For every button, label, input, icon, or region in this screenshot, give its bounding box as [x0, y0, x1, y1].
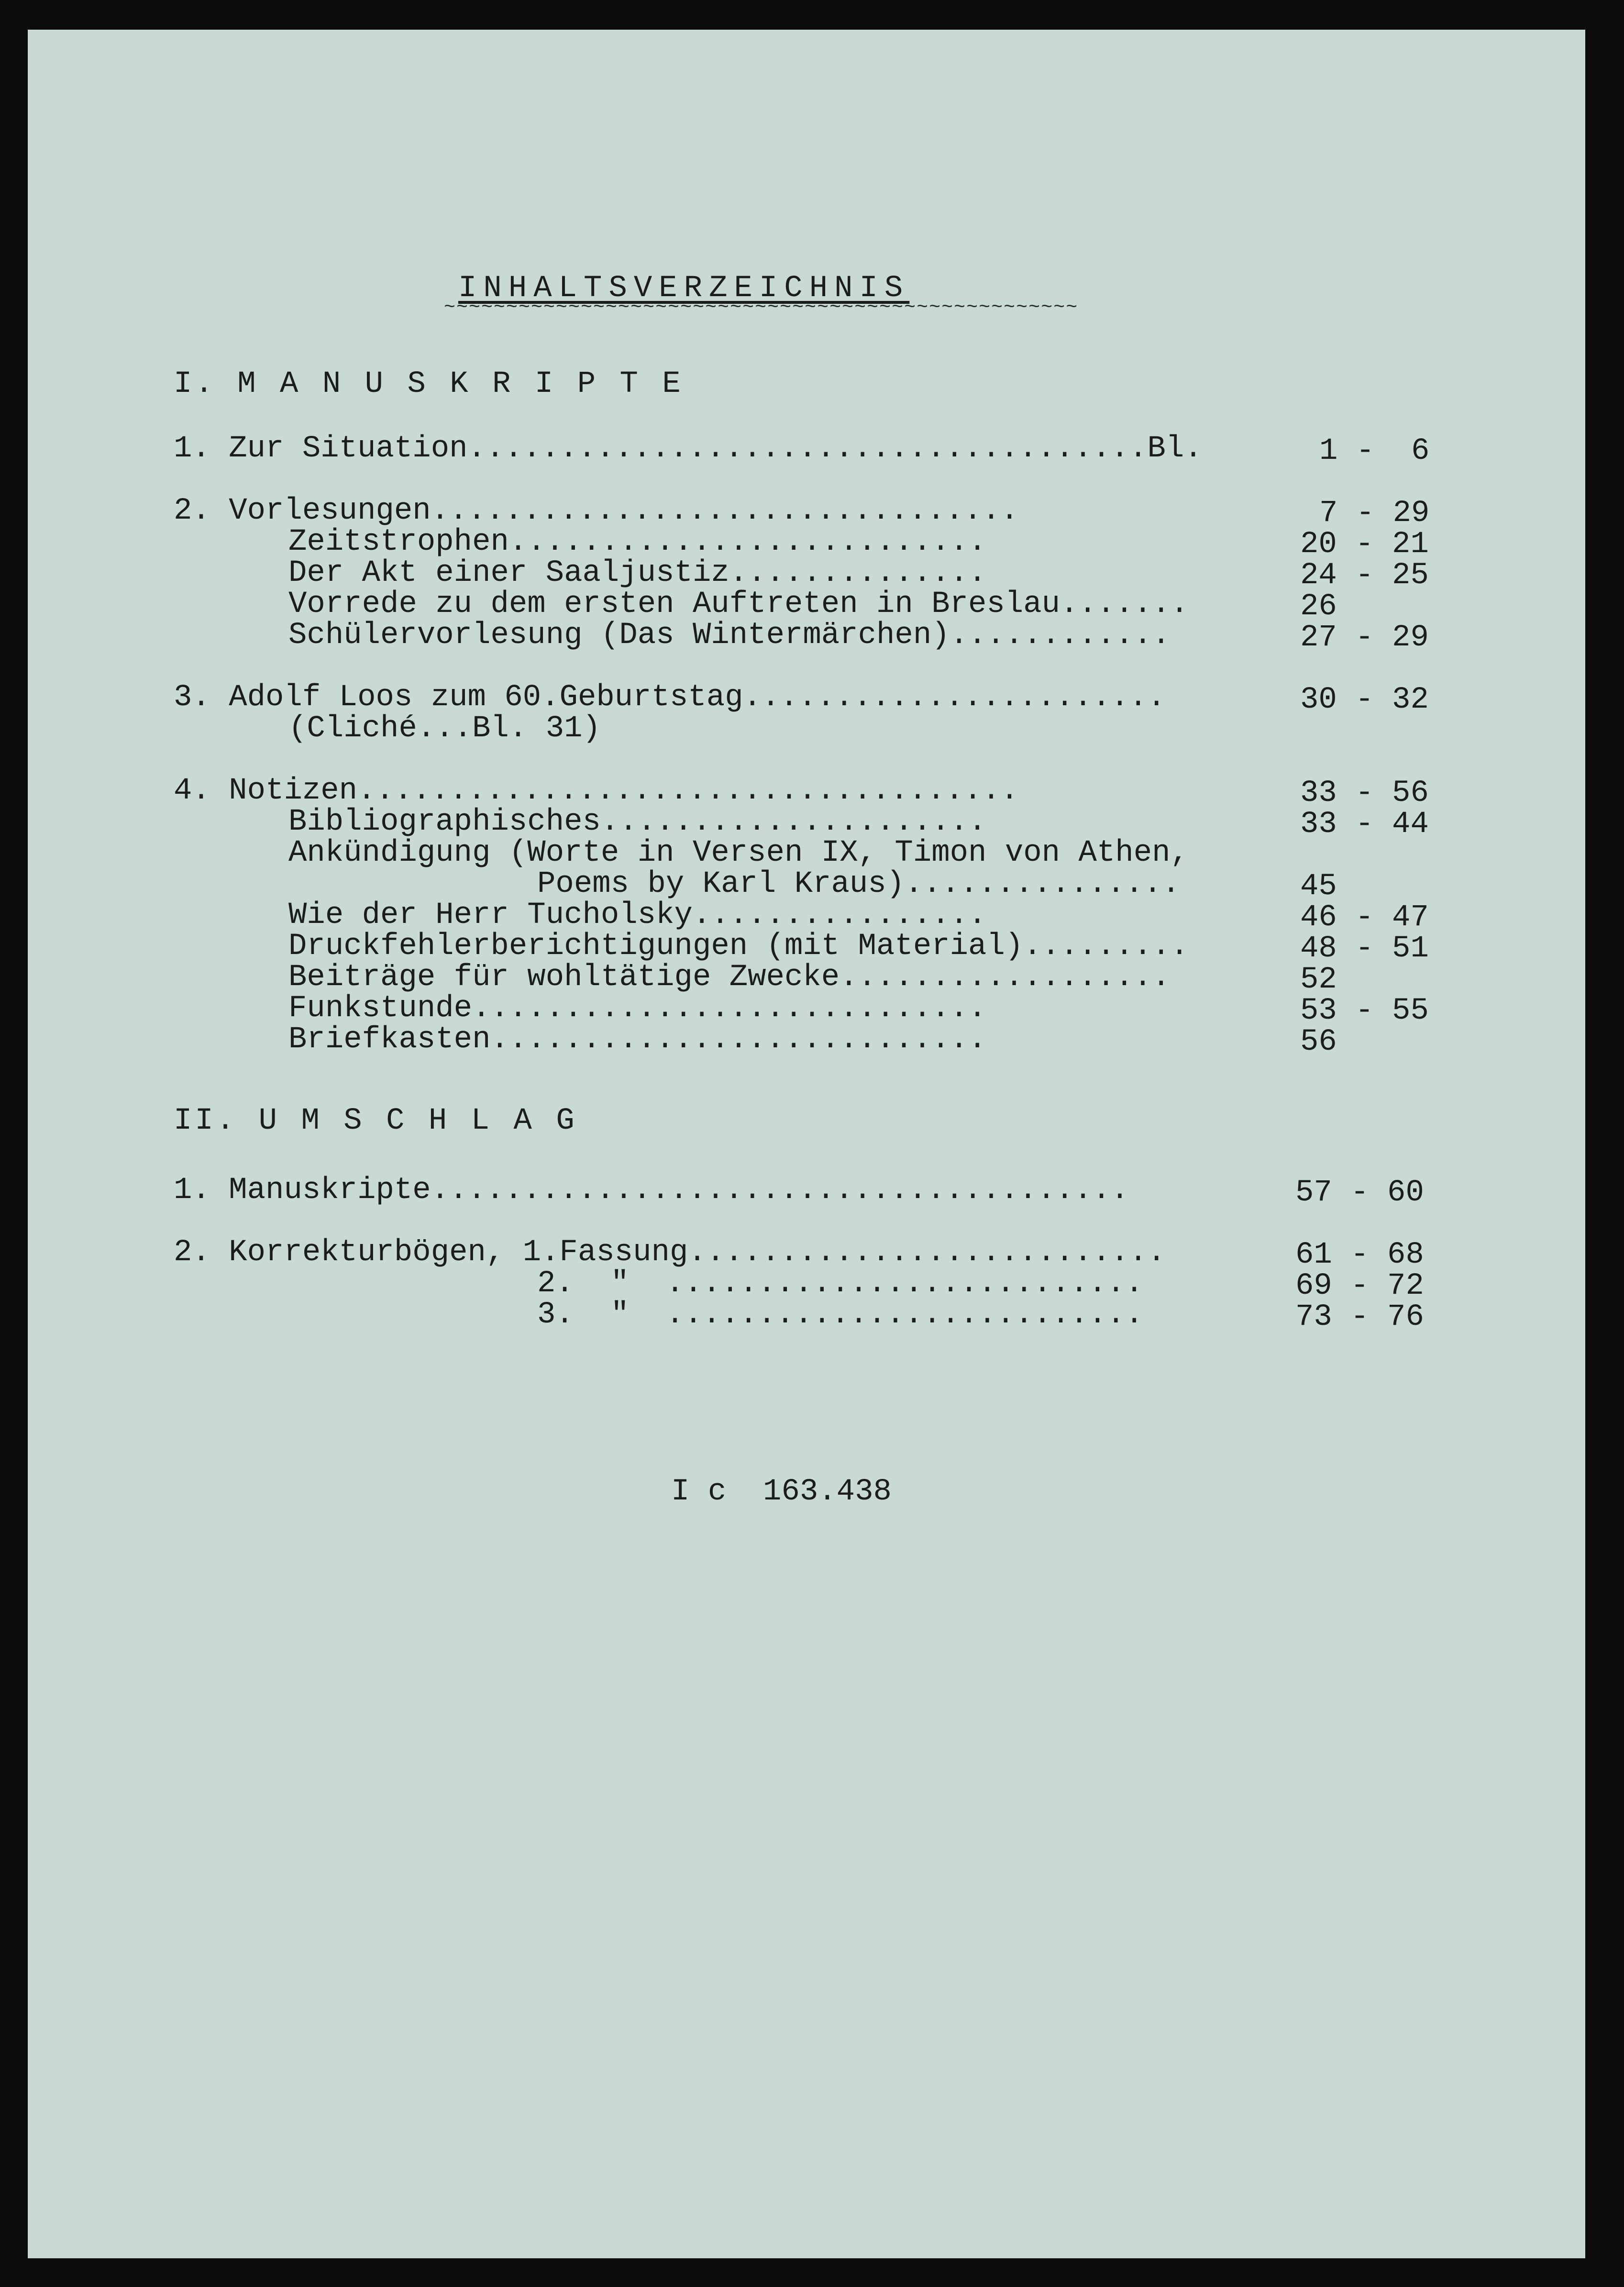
toc-entry-manuskripte: 1. Manuskripte......................................: [174, 1173, 1129, 1208]
toc-entry-adolf-loos: 3. Adolf Loos zum 60.Geburtstag.......................: [174, 680, 1166, 715]
toc-entry-beitraege: Beiträge für wohltätige Zwecke..................: [288, 960, 1171, 995]
toc-pages: 26: [1300, 589, 1337, 624]
toc-entry-korrekturboegen: 2. Korrekturbögen, 1.Fassung..........................: [174, 1235, 1166, 1270]
toc-pages: 69 - 72: [1295, 1269, 1424, 1303]
toc-pages: 46 - 47: [1300, 900, 1429, 935]
toc-entry-vorrede: Vorrede zu dem ersten Auftreten in Breslau.......: [288, 587, 1189, 622]
toc-entry-briefkasten: Briefkasten...........................: [288, 1022, 987, 1057]
toc-entry-tucholsky: Wie der Herr Tucholsky................: [288, 898, 987, 933]
toc-pages: 33 - 44: [1300, 807, 1429, 842]
title-underline: ~~~~~~~~~~~~~~~~~~~~~~~~~~~~~~~~~~~~~~~~~~~~~~~~~~~: [444, 297, 1079, 319]
toc-pages: 53 - 55: [1300, 994, 1429, 1028]
toc-pages: 1 - 6: [1319, 434, 1430, 468]
toc-entry-vorlesungen: 2. Vorlesungen................................: [174, 494, 1019, 528]
toc-pages: 7 - 29: [1319, 496, 1430, 531]
toc-entry-druckfehler: Druckfehlerberichtigungen (mit Material).........: [288, 929, 1189, 964]
toc-entry-fassung-2: 2. " ..........................: [537, 1266, 1144, 1301]
toc-entry-ankuendigung: Ankündigung (Worte in Versen IX, Timon von Athen,: [288, 836, 1189, 870]
document-sheet: [28, 30, 1585, 2258]
toc-pages: 20 - 21: [1300, 527, 1429, 562]
toc-entry-zeitstrophen: Zeitstrophen..........................: [288, 525, 987, 559]
toc-entry-notizen: 4. Notizen....................................: [174, 774, 1019, 808]
toc-pages: 33 - 56: [1300, 776, 1429, 810]
toc-pages: 52: [1300, 963, 1337, 997]
section-heading-manuskripte: I. M A N U S K R I P T E: [174, 367, 684, 401]
toc-entry-bibliographisches: Bibliographisches.....................: [288, 805, 987, 839]
toc-pages: 45: [1300, 869, 1337, 904]
section-heading-umschlag: II. U M S C H L A G: [174, 1104, 577, 1138]
shelf-mark: I c 163.438: [671, 1475, 892, 1509]
page-title: INHALTSVERZEICHNIS: [458, 271, 910, 306]
toc-pages: 57 - 60: [1295, 1176, 1424, 1210]
toc-pages: 61 - 68: [1295, 1238, 1424, 1272]
toc-entry-funkstunde: Funkstunde............................: [288, 991, 987, 1026]
toc-entry-poems: Poems by Karl Kraus)...............: [537, 867, 1181, 901]
toc-pages: 73 - 76: [1295, 1300, 1424, 1334]
toc-pages: 24 - 25: [1300, 558, 1429, 593]
toc-entry-saaljustiz: Der Akt einer Saaljustiz..............: [288, 556, 987, 590]
toc-pages: 48 - 51: [1300, 932, 1429, 966]
toc-pages: 30 - 32: [1300, 683, 1429, 717]
toc-pages: 27 - 29: [1300, 621, 1429, 655]
toc-entry-schuelervorlesung: Schülervorlesung (Das Wintermärchen)............: [288, 618, 1171, 653]
toc-entry-cliche: (Cliché...Bl. 31): [288, 711, 601, 746]
toc-entry-zur-situation: 1. Zur Situation.....................................Bl.: [174, 432, 1203, 466]
toc-pages: 56: [1300, 1025, 1337, 1059]
toc-entry-fassung-3: 3. " ..........................: [537, 1298, 1144, 1332]
